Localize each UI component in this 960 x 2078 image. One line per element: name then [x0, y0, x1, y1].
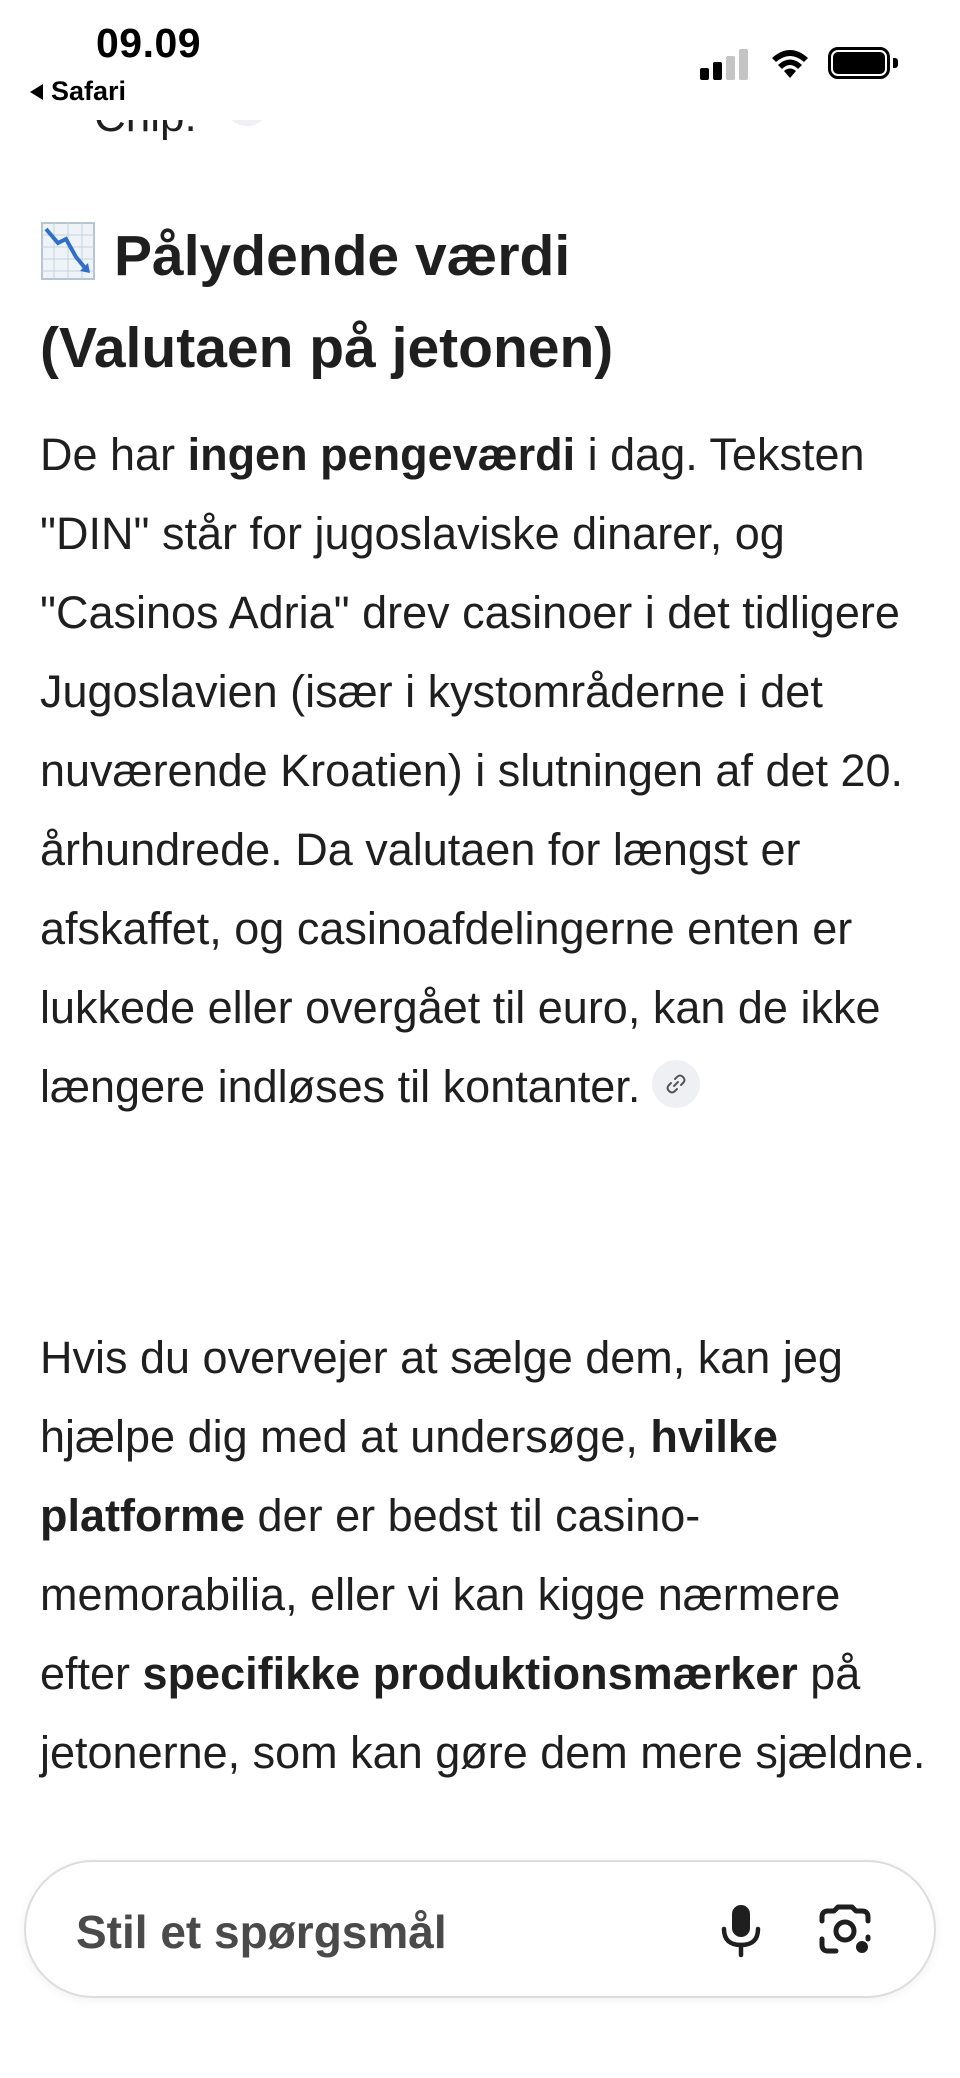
status-bar — [0, 0, 960, 120]
para2-bold-2: specifikke produktionsmærker — [142, 1648, 798, 1699]
heading-line2: (Valutaen på jetonen) — [40, 316, 614, 380]
link-icon — [664, 1072, 688, 1096]
paragraph-offer — [40, 1318, 930, 1792]
para1-bold: ingen pengeværdi — [187, 429, 576, 480]
para1-text: De har — [40, 429, 188, 480]
camera-lens-icon — [810, 1895, 880, 1965]
wifi-icon — [770, 46, 810, 80]
para2-text-2: der er bedst til casino-memorabilia, eller vi kan kigge nærmere efter — [40, 1490, 841, 1699]
source-link-button[interactable] — [652, 1060, 700, 1108]
back-arrow-icon — [30, 84, 43, 100]
cellular-signal-icon — [700, 48, 750, 80]
paragraph-value — [40, 415, 930, 1126]
microphone-button[interactable] — [706, 1895, 776, 1965]
microphone-icon — [706, 1895, 776, 1965]
back-to-safari-link[interactable] — [30, 76, 126, 107]
chart-decreasing-icon — [40, 221, 96, 281]
heading-line1: Pålydende værdi — [114, 224, 571, 288]
prompt-input-placeholder[interactable]: Stil et spørgsmål — [76, 1906, 447, 1958]
prompt-input-bar[interactable] — [24, 1860, 936, 1998]
para2-text-3: på jetonerne, som kan gøre dem mere sjældne. — [40, 1648, 926, 1778]
para2-text-1: Hvis du overvejer at sælge dem, kan jeg hjælpe dig med at undersøge, — [40, 1332, 843, 1462]
camera-lens-button[interactable] — [810, 1895, 880, 1965]
back-app-label: Safari — [51, 76, 127, 106]
para2-bold-1: hvilke platforme — [40, 1411, 778, 1541]
para1-text-rest: i dag. Teksten "DIN" står for jugoslaviske dinarer, og "Casinos Adria" drev casinoer i det tidligere Jugoslavien (især i kystområderne i det nuværende Kroatien) i slutningen af det 20. århundrede. Da valutaen for længst er afskaffet, og casinoafdelingerne enten er lukkede eller overgået til euro, kan de ikke længere indløses til kontanter. — [40, 429, 904, 1112]
status-time: 09.09 — [96, 20, 202, 66]
section-heading — [40, 210, 920, 394]
battery-icon — [828, 47, 898, 79]
